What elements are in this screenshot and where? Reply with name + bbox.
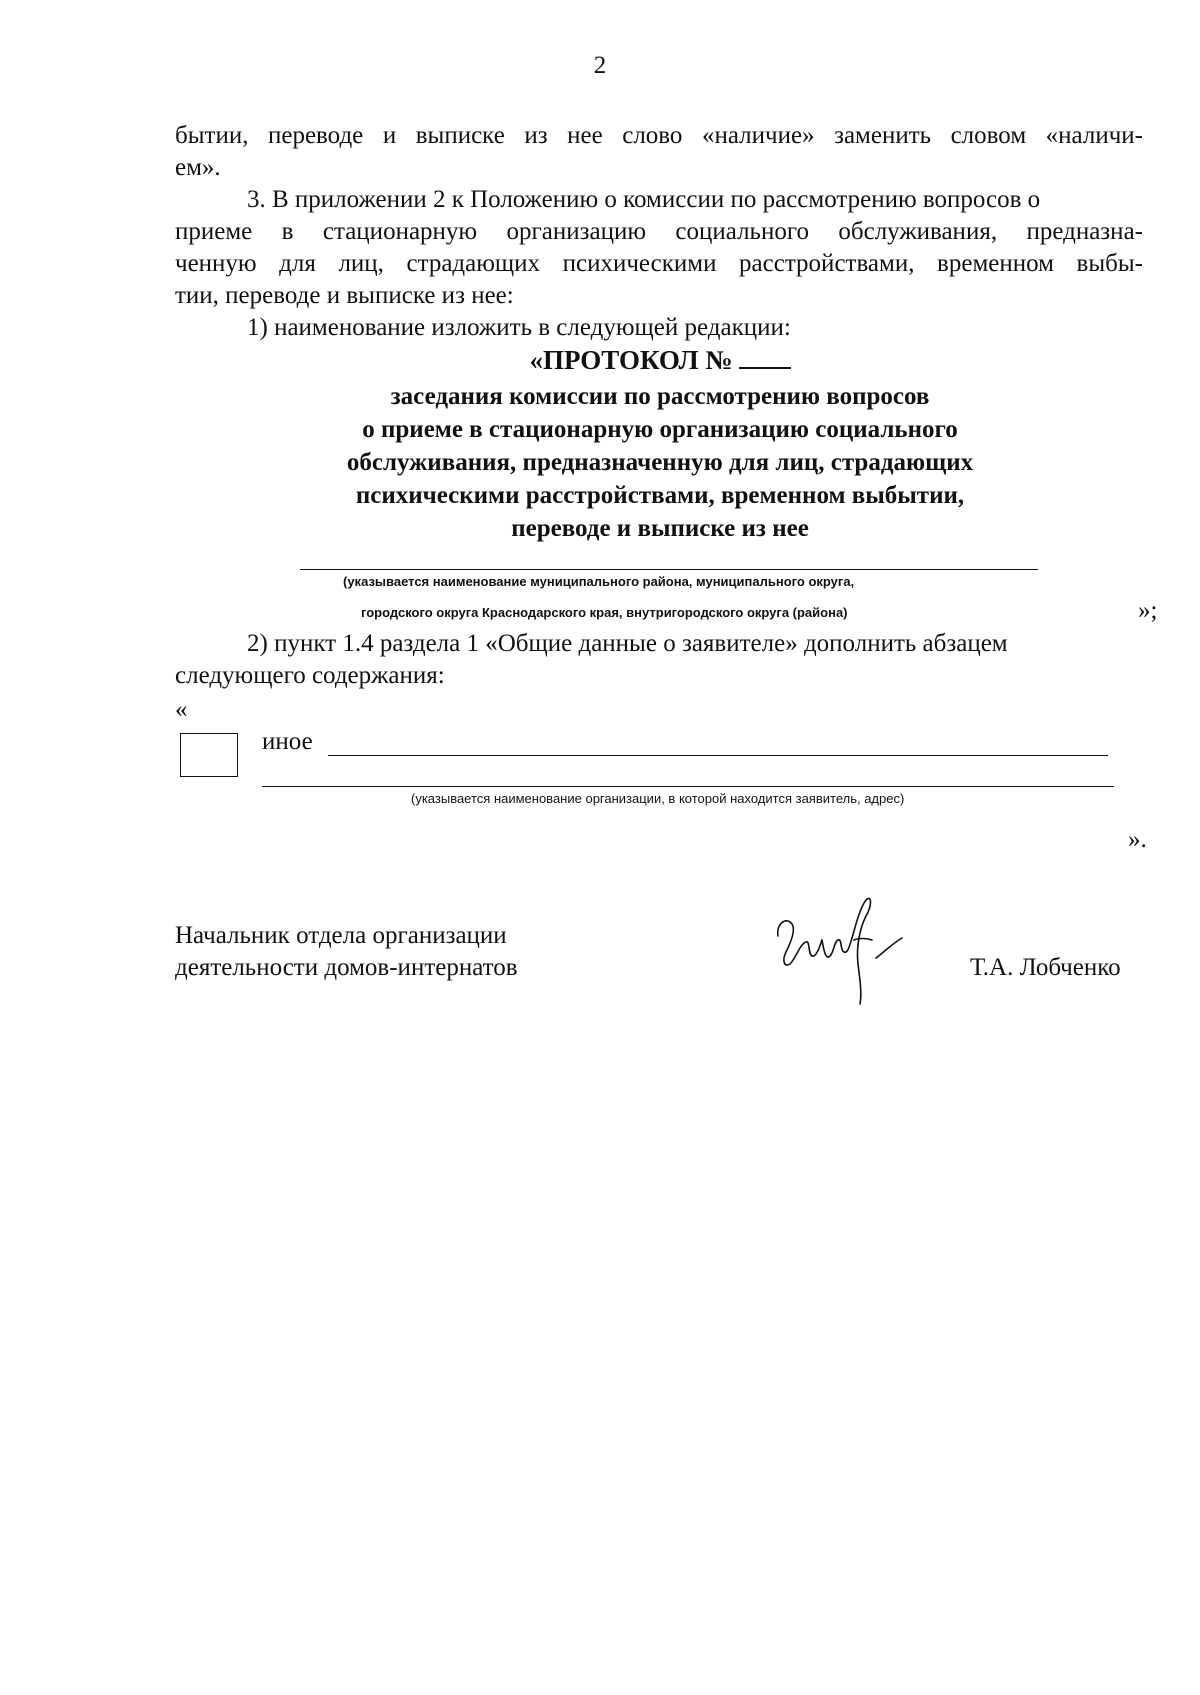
other-closing-quote: ». — [1128, 826, 1147, 853]
protocol-title-line-5: переводе и выписке из нее — [511, 515, 809, 542]
other-blank-line-1 — [328, 755, 1108, 756]
other-hint: (указывается наименование организации, в которой находится заявитель, адрес) — [411, 791, 905, 806]
protocol-title-line-4: психическими расстройствами, временном выбытии, — [355, 482, 965, 509]
protocol-title-line-3: обслуживания, предназначенную для лиц, страдающих — [346, 449, 974, 476]
item3-line-1: 3. В приложении 2 к Положению о комиссии по рассмотрению вопросов о — [247, 186, 1041, 213]
item3-line-3: ченную для лиц, страдающих психическими расстройствами, временном выбы- — [175, 250, 1143, 277]
page-number: 2 — [593, 52, 607, 79]
subitem2-line-1: 2) пункт 1.4 раздела 1 «Общие данные о заявителе» дополнить абзацем — [247, 630, 1008, 657]
protocol-number-blank — [739, 345, 791, 369]
intro-line-1: бытии, переводе и выписке из нее слово «наличие» заменить словом «наличи- — [175, 122, 1143, 149]
protocol-title-line-2: о приеме в стационарную организацию социального — [362, 416, 958, 443]
item3-line-2: приеме в стационарную организацию социального обслуживания, предназна- — [175, 218, 1143, 245]
subitem2-line-2: следующего содержания: — [175, 662, 445, 689]
protocol-heading — [200, 344, 1120, 377]
other-blank-line-2 — [262, 786, 1114, 787]
municipal-blank-line — [300, 569, 1038, 570]
other-checkbox[interactable] — [180, 733, 238, 777]
protocol-title — [200, 344, 1120, 545]
handwritten-signature — [772, 894, 912, 1006]
item3-line-4: тии, переводе и выписке из нее: — [175, 282, 514, 309]
intro-line-2: ем». — [175, 154, 221, 181]
signatory-name: Т.А. Лобченко — [970, 954, 1121, 981]
signatory-position-line-1: Начальник отдела организации — [175, 922, 507, 949]
municipal-note-line-2: городского округа Краснодарского края, внутригородского округа (района) — [361, 605, 848, 620]
protocol-title-line-1: заседания комиссии по рассмотрению вопросов — [390, 383, 930, 410]
municipal-note-line-1: (указывается наименование муниципального района, муниципального округа, — [343, 574, 855, 589]
signatory-position-line-2: деятельности домов-интернатов — [175, 954, 518, 981]
other-label: иное — [262, 728, 313, 755]
open-quote: « — [175, 696, 188, 723]
municipal-closing-quote: »; — [1138, 597, 1158, 624]
subitem1-text: 1) наименование изложить в следующей редакции: — [247, 314, 791, 341]
protocol-heading-text: «ПРОТОКОЛ № — [529, 345, 733, 375]
